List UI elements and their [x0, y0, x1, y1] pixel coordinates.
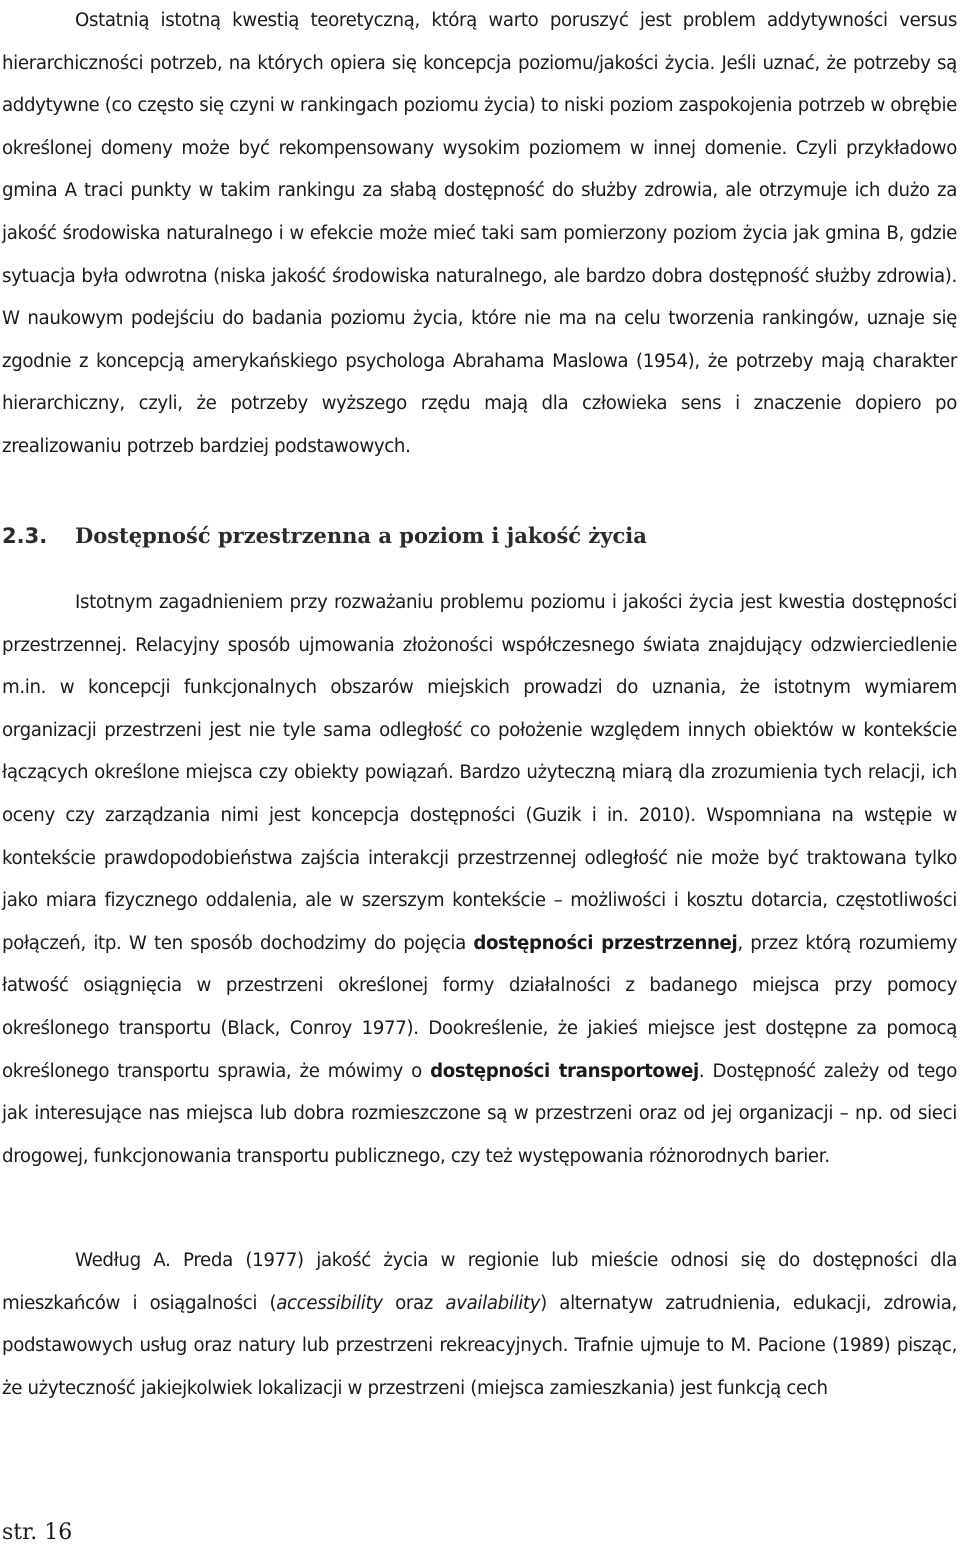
term-spatial-accessibility: dostępności przestrzennej — [473, 932, 738, 954]
paragraph-hierarchy-of-needs — [2, 0, 957, 469]
para1-sentence-4: W naukowym podejściu do badania poziomu życia, które nie ma na celu tworzenia rankingów, uznaje się zgodnie z koncepcją amerykańskiego psychologa Abrahama Maslowa (1954), że potrzeby mają charakter hierarchiczny, czyli, że potrzeby wyższego rzędu mają dla człowieka sens i znaczenie dopiero po zrealizowaniu potrzeb bardziej podstawowych. — [2, 308, 957, 457]
para2-text-1: Istotnym zagadnieniem przy rozważaniu problemu poziomu i jakości życia jest kwestia dostępności przestrzennej. Relacyjny sposób ujmowania złożoności współczesnego świata znajdujący odzwierciedlenie m.in. w koncepcji funkcjonalnych obszarów miejskich prowadzi do uznania, że istotnym wymiarem organizacji przestrzeni jest nie tyle sama odległość co położenie względem innych obiektów w kontekście łączących określone miejsca czy obiekty powiązań. Bardzo użyteczną miarą dla zrozumienia tych relacji, ich oceny czy zarządzania nimi jest koncepcja dostępności (Guzik i in. 2010). Wspomniana na wstępie w kontekście prawdopodobieństwa zajścia interakcji przestrzennej odległość nie może być traktowana tylko jako miara fizycznego oddalenia, ale w szerszym kontekście – możliwości i kosztu dotarcia, częstotliwości połączeń, itp. W ten sposób dochodzimy do pojęcia — [2, 592, 957, 954]
section-number: 2.3. — [2, 524, 48, 548]
para2-text-2: , przez którą rozumiemy łatwość osiągnięcia w przestrzeni określonej formy działalności z badanego miejsca przy pomocy określonego transportu (Black, Conroy 1977). Dookreślenie, że jakieś miejsce jest dostępne za pomocą określonego transportu sprawia, że mówimy o — [2, 932, 957, 1082]
para1-sentence-1: Ostatnią istotną kwestią teoretyczną, którą warto poruszyć jest problem addytywności versus hierarchiczności potrzeb, na których opiera się koncepcja poziomu/jakości życia. — [2, 10, 957, 74]
page-number: str. 16 — [2, 1520, 73, 1545]
para1-sentence-3: Czyli przykładowo gmina A traci punkty w takim rankingu za słabą dostępność do służby zdrowia, ale otrzymuje ich dużo za jakość środowiska naturalnego i w efekcie może mieć taki sam pomierzony poziom życia jak gmina B, gdzie sytuacja była odwrotna (niska jakość środowiska naturalnego, ale bardzo dobra dostępność służby zdrowia). — [2, 137, 957, 287]
para3-text-2: oraz — [382, 1292, 446, 1314]
term-transport-accessibility: dostępności transportowej — [430, 1060, 699, 1082]
para1-sentence-2: Jeśli uznać, że potrzeby są addytywne (co często się czyni w rankingach poziomu życia) to niski poziom zaspokojenia potrzeb w obrębie określonej domeny może być rekompensowany wysokim poziomem w innej domenie. — [2, 52, 957, 159]
paragraph-preda-quality-of-life — [2, 1240, 957, 1410]
section-title: Dostępność przestrzenna a poziom i jakość życia — [75, 523, 647, 548]
term-availability: availability — [445, 1292, 541, 1314]
para3-text-1: Według A. Preda (1977) jakość życia w regionie lub mieście odnosi się do dostępności dla mieszkańców i osiągalności ( — [2, 1250, 957, 1314]
section-heading — [2, 523, 647, 548]
para2-text-3: . Dostępność zależy od tego jak interesujące nas miejsca lub dobra rozmieszczone są w przestrzeni oraz od jej organizacji – np. od sieci drogowej, funkcjonowania transportu publicznego, czy też występowania różnorodnych barier. — [2, 1060, 957, 1167]
paragraph-spatial-accessibility — [2, 582, 957, 1178]
term-accessibility: accessibility — [276, 1292, 383, 1314]
para3-text-3: ) alternatyw zatrudnienia, edukacji, zdrowia, podstawowych usług oraz natury lub przestrzeni rekreacyjnych. Trafnie ujmuje to M. Pacione (1989) pisząc, że użyteczność jakiejkolwiek lokalizacji w przestrzeni (miejsca zamieszkania) jest funkcją cech — [2, 1292, 957, 1399]
